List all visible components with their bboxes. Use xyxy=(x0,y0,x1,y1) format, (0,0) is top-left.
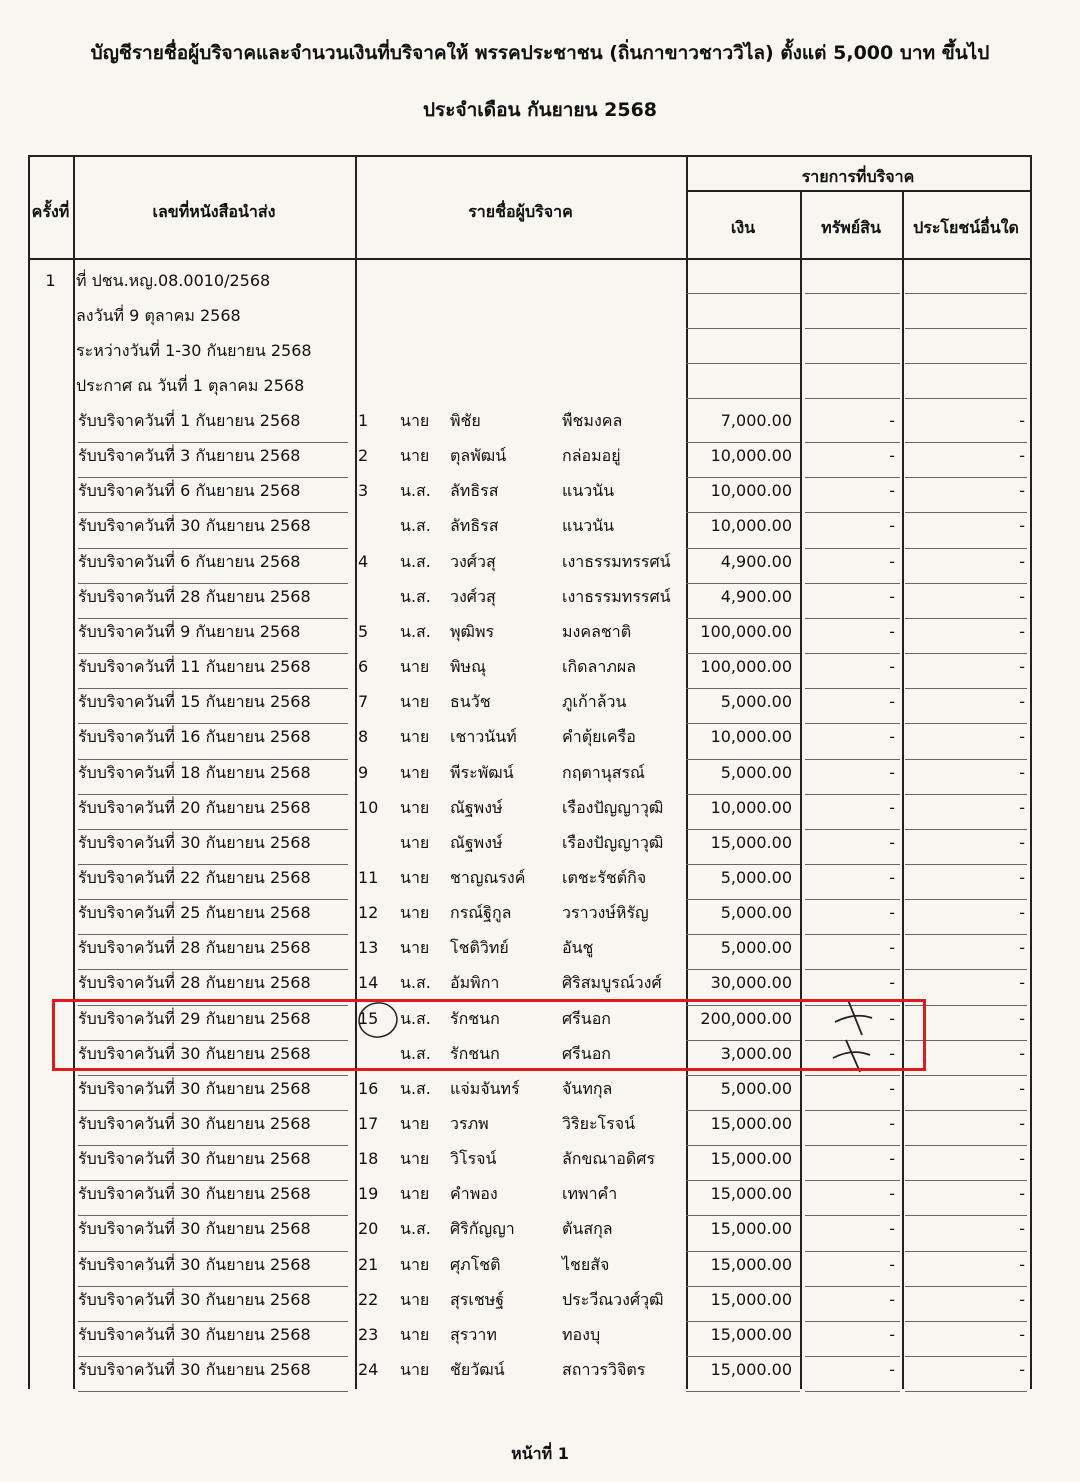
other-benefit-value: - xyxy=(1019,1009,1025,1028)
donor-index: 5 xyxy=(358,622,369,641)
donation-date: รับบริจาควันที่ 6 กันยายน 2568 xyxy=(78,481,301,500)
donor-first-name: ชัยวัฒน์ xyxy=(450,1360,505,1379)
donation-date: รับบริจาควันที่ 22 กันยายน 2568 xyxy=(78,868,311,887)
donor-last-name: ลักขณาอดิศร xyxy=(562,1149,656,1168)
assets-value: - xyxy=(889,833,895,852)
donation-date: รับบริจาควันที่ 30 กันยายน 2568 xyxy=(78,1044,311,1063)
donor-prefix: นาย xyxy=(400,727,430,746)
assets-value: - xyxy=(889,692,895,711)
donor-prefix: นาย xyxy=(400,1360,430,1379)
donor-index: 10 xyxy=(358,798,379,817)
donor-first-name: อัมพิกา xyxy=(450,973,500,992)
donor-last-name: กล่อมอยู่ xyxy=(562,446,621,465)
donation-date: รับบริจาควันที่ 30 กันยายน 2568 xyxy=(78,1079,311,1098)
donation-date: รับบริจาควันที่ 30 กันยายน 2568 xyxy=(78,1219,311,1238)
highlight-box xyxy=(52,999,926,1071)
other-benefit-value: - xyxy=(1019,903,1025,922)
donor-first-name: คำพอง xyxy=(450,1184,498,1203)
donor-index: 22 xyxy=(358,1290,379,1309)
donation-date: รับบริจาควันที่ 28 กันยายน 2568 xyxy=(78,587,311,606)
cash-amount: 100,000.00 xyxy=(700,657,792,676)
donor-index: 11 xyxy=(358,868,379,887)
other-benefit-value: - xyxy=(1019,446,1025,465)
donor-prefix: นาย xyxy=(400,798,430,817)
donor-index: 18 xyxy=(358,1149,379,1168)
donor-prefix: น.ส. xyxy=(400,1079,431,1098)
donor-prefix: น.ส. xyxy=(400,1009,431,1028)
assets-value: - xyxy=(889,1290,895,1309)
donor-first-name: ลัทธิรส xyxy=(450,516,499,535)
donor-last-name: จันทกุล xyxy=(562,1079,613,1098)
donor-last-name: เงาธรรมทรรศน์ xyxy=(562,587,671,606)
donor-index: 15 xyxy=(358,1009,379,1028)
donation-date: รับบริจาควันที่ 30 กันยายน 2568 xyxy=(78,833,311,852)
cash-amount: 5,000.00 xyxy=(720,868,792,887)
assets-value: - xyxy=(889,1009,895,1028)
donation-date: รับบริจาควันที่ 28 กันยายน 2568 xyxy=(78,973,311,992)
assets-value: - xyxy=(889,1255,895,1274)
document-subtitle: ประจำเดือน กันยายน 2568 xyxy=(422,99,658,121)
donor-first-name: สุรวาท xyxy=(450,1325,497,1344)
other-benefit-value: - xyxy=(1019,727,1025,746)
cash-amount: 10,000.00 xyxy=(710,481,792,500)
other-benefit-value: - xyxy=(1019,587,1025,606)
donor-first-name: ตุลพัฒน์ xyxy=(450,446,507,465)
donation-date: รับบริจาควันที่ 9 กันยายน 2568 xyxy=(78,622,301,641)
donation-date: รับบริจาควันที่ 28 กันยายน 2568 xyxy=(78,938,311,957)
donor-last-name: ไชยสัจ xyxy=(562,1255,610,1274)
other-benefit-value: - xyxy=(1019,657,1025,676)
donor-prefix: น.ส. xyxy=(400,622,431,641)
page-number: หน้าที่ 1 xyxy=(511,1444,569,1463)
assets-value: - xyxy=(889,552,895,571)
donor-first-name: ลัทธิรส xyxy=(450,481,499,500)
donor-first-name: ชาญณรงค์ xyxy=(450,868,526,887)
donor-prefix: นาย xyxy=(400,1149,430,1168)
donor-last-name: ทองบุ xyxy=(562,1325,601,1344)
donor-last-name: อันชู xyxy=(562,938,594,957)
donor-first-name: วงศ์วสุ xyxy=(450,587,496,606)
donor-prefix: นาย xyxy=(400,1114,430,1133)
donor-prefix: น.ส. xyxy=(400,587,431,606)
round-number: 1 xyxy=(45,271,56,290)
donor-prefix: นาย xyxy=(400,446,430,465)
assets-value: - xyxy=(889,1114,895,1133)
donor-prefix: น.ส. xyxy=(400,973,431,992)
donor-first-name: แจ่มจันทร์ xyxy=(450,1079,520,1098)
assets-value: - xyxy=(889,1079,895,1098)
other-benefit-value: - xyxy=(1019,868,1025,887)
donor-first-name: พุฒิพร xyxy=(450,622,495,641)
donation-date: รับบริจาควันที่ 25 กันยายน 2568 xyxy=(78,903,311,922)
other-benefit-value: - xyxy=(1019,1219,1025,1238)
donor-index: 9 xyxy=(358,763,369,782)
header-letter-no: เลขที่หนังสือนำส่ง xyxy=(152,202,276,221)
assets-value: - xyxy=(889,622,895,641)
donor-last-name: วิริยะโรจน์ xyxy=(562,1114,636,1133)
donor-last-name: คำตุ้ยเครือ xyxy=(562,727,636,746)
letter-number: ที่ ปชน.หญ.08.0010/2568 xyxy=(76,271,271,290)
donation-date: รับบริจาควันที่ 30 กันยายน 2568 xyxy=(78,1360,311,1379)
donor-last-name: เทพาคำ xyxy=(562,1184,618,1203)
other-benefit-value: - xyxy=(1019,1360,1025,1379)
donor-index: 24 xyxy=(358,1360,379,1379)
header-donation-items: รายการที่บริจาค xyxy=(801,167,915,186)
donor-last-name: ศรีนอก xyxy=(562,1044,611,1063)
cash-amount: 4,900.00 xyxy=(720,587,792,606)
donor-first-name: พีระพัฒน์ xyxy=(450,763,514,782)
assets-value: - xyxy=(889,587,895,606)
donation-date: รับบริจาควันที่ 16 กันยายน 2568 xyxy=(78,727,311,746)
cash-amount: 30,000.00 xyxy=(710,973,792,992)
other-benefit-value: - xyxy=(1019,622,1025,641)
donor-index: 19 xyxy=(358,1184,379,1203)
donor-prefix: นาย xyxy=(400,763,430,782)
header-round: ครั้งที่ xyxy=(31,202,70,221)
donor-last-name: เตชะรัชต์กิจ xyxy=(562,868,647,887)
assets-value: - xyxy=(889,1184,895,1203)
assets-value: - xyxy=(889,446,895,465)
donor-prefix: นาย xyxy=(400,938,430,957)
cash-amount: 5,000.00 xyxy=(720,938,792,957)
donor-index: 14 xyxy=(358,973,379,992)
assets-value: - xyxy=(889,868,895,887)
assets-value: - xyxy=(889,903,895,922)
assets-value: - xyxy=(889,763,895,782)
donor-first-name: ณัฐพงษ์ xyxy=(450,798,503,817)
donor-first-name: พิษณุ xyxy=(450,657,486,676)
cash-amount: 10,000.00 xyxy=(710,798,792,817)
donor-index: 8 xyxy=(358,727,369,746)
donor-index: 13 xyxy=(358,938,379,957)
other-benefit-value: - xyxy=(1019,1290,1025,1309)
donation-date: รับบริจาควันที่ 30 กันยายน 2568 xyxy=(78,1149,311,1168)
donor-index: 2 xyxy=(358,446,369,465)
assets-value: - xyxy=(889,481,895,500)
cash-amount: 15,000.00 xyxy=(710,1219,792,1238)
period-range: ระหว่างวันที่ 1-30 กันยายน 2568 xyxy=(76,341,312,360)
donor-prefix: นาย xyxy=(400,411,430,430)
cash-amount: 15,000.00 xyxy=(710,1325,792,1344)
donation-date: รับบริจาควันที่ 30 กันยายน 2568 xyxy=(78,1114,311,1133)
donor-last-name: เรืองปัญญาวุฒิ xyxy=(562,833,664,852)
donor-last-name: ศิริสมบูรณ์วงศ์ xyxy=(562,973,662,992)
other-benefit-value: - xyxy=(1019,938,1025,957)
donation-date: รับบริจาควันที่ 18 กันยายน 2568 xyxy=(78,763,311,782)
donor-prefix: น.ส. xyxy=(400,1044,431,1063)
other-benefit-value: - xyxy=(1019,481,1025,500)
donation-date: รับบริจาควันที่ 11 กันยายน 2568 xyxy=(78,657,311,676)
assets-value: - xyxy=(889,1360,895,1379)
donor-last-name: ศรีนอก xyxy=(562,1009,611,1028)
donation-date: รับบริจาควันที่ 30 กันยายน 2568 xyxy=(78,1325,311,1344)
donor-first-name: รักชนก xyxy=(450,1009,500,1028)
donor-index: 4 xyxy=(358,552,369,571)
donor-last-name: สถาวรวิจิตร xyxy=(562,1360,646,1379)
donor-last-name: มงคลชาติ xyxy=(562,622,632,641)
header-other-benefits: ประโยชน์อื่นใด xyxy=(913,218,1019,237)
donor-last-name: วราวงษ์หิรัญ xyxy=(562,903,649,922)
assets-value: - xyxy=(889,798,895,817)
donor-index: 17 xyxy=(358,1114,379,1133)
donation-date: รับบริจาควันที่ 30 กันยายน 2568 xyxy=(78,516,311,535)
cash-amount: 15,000.00 xyxy=(710,1290,792,1309)
donor-first-name: ณัฐพงษ์ xyxy=(450,833,503,852)
donor-prefix: นาย xyxy=(400,692,430,711)
donor-first-name: ธนวัช xyxy=(450,692,491,711)
assets-value: - xyxy=(889,516,895,535)
assets-value: - xyxy=(889,1044,895,1063)
other-benefit-value: - xyxy=(1019,1149,1025,1168)
donor-prefix: นาย xyxy=(400,657,430,676)
cash-amount: 5,000.00 xyxy=(720,1079,792,1098)
donor-first-name: เชาวนันท์ xyxy=(450,727,517,746)
donor-index: 12 xyxy=(358,903,379,922)
donor-index: 6 xyxy=(358,657,369,676)
donor-prefix: น.ส. xyxy=(400,552,431,571)
cash-amount: 5,000.00 xyxy=(720,763,792,782)
donor-prefix: นาย xyxy=(400,1325,430,1344)
letter-date: ลงวันที่ 9 ตุลาคม 2568 xyxy=(76,306,241,325)
assets-value: - xyxy=(889,938,895,957)
other-benefit-value: - xyxy=(1019,411,1025,430)
donor-prefix: น.ส. xyxy=(400,1219,431,1238)
donor-first-name: พิชัย xyxy=(450,411,481,430)
donor-last-name: ประวีณวงศ์วุฒิ xyxy=(562,1290,664,1309)
other-benefit-value: - xyxy=(1019,552,1025,571)
assets-value: - xyxy=(889,1325,895,1344)
donation-date: รับบริจาควันที่ 15 กันยายน 2568 xyxy=(78,692,311,711)
donor-first-name: วิโรจน์ xyxy=(450,1149,497,1168)
donor-last-name: เรืองปัญญาวุฒิ xyxy=(562,798,664,817)
donor-prefix: นาย xyxy=(400,1184,430,1203)
donor-index: 21 xyxy=(358,1255,379,1274)
cash-amount: 15,000.00 xyxy=(710,1114,792,1133)
donation-date: รับบริจาควันที่ 20 กันยายน 2568 xyxy=(78,798,311,817)
donor-index: 16 xyxy=(358,1079,379,1098)
cash-amount: 7,000.00 xyxy=(720,411,792,430)
donor-first-name: สุรเชษฐ์ xyxy=(450,1290,505,1309)
cash-amount: 15,000.00 xyxy=(710,1360,792,1379)
donor-prefix: นาย xyxy=(400,868,430,887)
assets-value: - xyxy=(889,727,895,746)
cash-amount: 200,000.00 xyxy=(700,1009,792,1028)
donor-index: 20 xyxy=(358,1219,379,1238)
donor-first-name: วรภพ xyxy=(450,1114,489,1133)
assets-value: - xyxy=(889,411,895,430)
donation-date: รับบริจาควันที่ 30 กันยายน 2568 xyxy=(78,1255,311,1274)
donation-date: รับบริจาควันที่ 30 กันยายน 2568 xyxy=(78,1184,311,1203)
donor-index: 23 xyxy=(358,1325,379,1344)
donation-date: รับบริจาควันที่ 1 กันยายน 2568 xyxy=(78,411,301,430)
donor-last-name: แนวนัน xyxy=(562,481,615,500)
assets-value: - xyxy=(889,1149,895,1168)
other-benefit-value: - xyxy=(1019,1079,1025,1098)
donor-first-name: ศุภโชติ xyxy=(450,1255,501,1274)
donor-first-name: ศิริกัญญา xyxy=(450,1219,515,1238)
donor-first-name: โชติวิทย์ xyxy=(450,938,509,957)
other-benefit-value: - xyxy=(1019,833,1025,852)
other-benefit-value: - xyxy=(1019,763,1025,782)
cash-amount: 100,000.00 xyxy=(700,622,792,641)
other-benefit-value: - xyxy=(1019,516,1025,535)
donor-last-name: เกิดลาภผล xyxy=(562,657,637,676)
cash-amount: 3,000.00 xyxy=(720,1044,792,1063)
assets-value: - xyxy=(889,973,895,992)
other-benefit-value: - xyxy=(1019,1114,1025,1133)
cash-amount: 5,000.00 xyxy=(720,692,792,711)
donor-first-name: กรณ์ฐิกูล xyxy=(450,903,512,922)
donor-last-name: กฤตานุสรณ์ xyxy=(562,763,645,782)
other-benefit-value: - xyxy=(1019,1255,1025,1274)
donor-first-name: วงศ์วสุ xyxy=(450,552,496,571)
assets-value: - xyxy=(889,657,895,676)
donor-prefix: นาย xyxy=(400,833,430,852)
donation-date: รับบริจาควันที่ 29 กันยายน 2568 xyxy=(78,1009,311,1028)
cash-amount: 15,000.00 xyxy=(710,1149,792,1168)
donor-first-name: รักชนก xyxy=(450,1044,500,1063)
donor-prefix: นาย xyxy=(400,1255,430,1274)
assets-value: - xyxy=(889,1219,895,1238)
donor-last-name: เงาธรรมทรรศน์ xyxy=(562,552,671,571)
donor-prefix: นาย xyxy=(400,1290,430,1309)
other-benefit-value: - xyxy=(1019,1044,1025,1063)
donation-date: รับบริจาควันที่ 6 กันยายน 2568 xyxy=(78,552,301,571)
other-benefit-value: - xyxy=(1019,1184,1025,1203)
cash-amount: 10,000.00 xyxy=(710,446,792,465)
donor-last-name: แนวนัน xyxy=(562,516,615,535)
donor-last-name: ตันสกุล xyxy=(562,1219,613,1238)
donor-prefix: น.ส. xyxy=(400,481,431,500)
document-title: บัญชีรายชื่อผู้บริจาคและจำนวนเงินที่บริจาคให้ พรรคประชาชน (ถิ่นกาขาวชาววิไล) ตั้งแต่ 5,000 บาท ขึ้นไป xyxy=(90,42,990,64)
donor-prefix: น.ส. xyxy=(400,516,431,535)
cash-amount: 15,000.00 xyxy=(710,833,792,852)
cash-amount: 4,900.00 xyxy=(720,552,792,571)
donation-date: รับบริจาควันที่ 30 กันยายน 2568 xyxy=(78,1290,311,1309)
other-benefit-value: - xyxy=(1019,1325,1025,1344)
other-benefit-value: - xyxy=(1019,798,1025,817)
donor-index: 3 xyxy=(358,481,369,500)
other-benefit-value: - xyxy=(1019,973,1025,992)
header-cash: เงิน xyxy=(730,218,756,237)
donor-index: 1 xyxy=(358,411,369,430)
announce-date: ประกาศ ณ วันที่ 1 ตุลาคม 2568 xyxy=(76,376,305,395)
donor-prefix: นาย xyxy=(400,903,430,922)
cash-amount: 5,000.00 xyxy=(720,903,792,922)
cash-amount: 10,000.00 xyxy=(710,727,792,746)
donor-index: 7 xyxy=(358,692,369,711)
cash-amount: 15,000.00 xyxy=(710,1184,792,1203)
cash-amount: 10,000.00 xyxy=(710,516,792,535)
donation-date: รับบริจาควันที่ 3 กันยายน 2568 xyxy=(78,446,301,465)
header-donor-names: รายชื่อผู้บริจาค xyxy=(468,202,573,221)
donor-last-name: พืชมงคล xyxy=(562,411,623,430)
donor-last-name: ภูเก้าล้วน xyxy=(562,692,627,711)
header-assets: ทรัพย์สิน xyxy=(821,218,881,237)
cash-amount: 15,000.00 xyxy=(710,1255,792,1274)
other-benefit-value: - xyxy=(1019,692,1025,711)
